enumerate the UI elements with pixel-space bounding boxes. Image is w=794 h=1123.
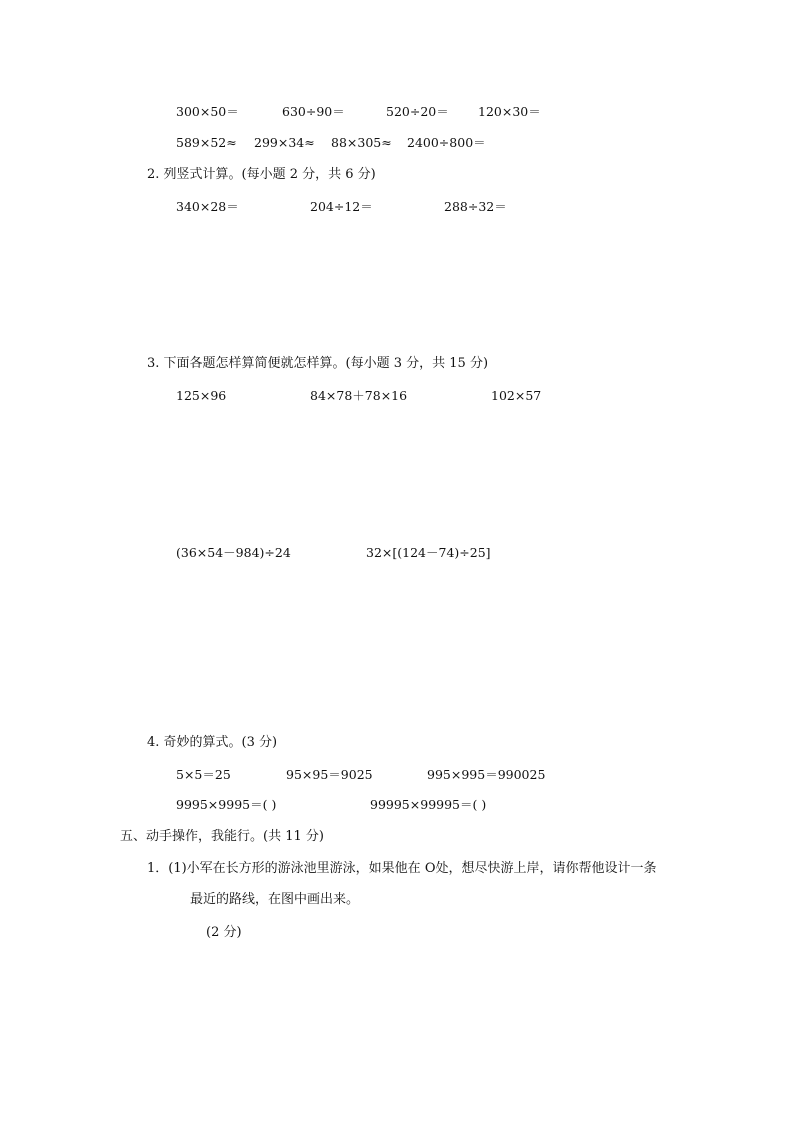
q2-item-1: 340×28＝ (176, 199, 239, 214)
q4-example-3: 995×995＝990025 (427, 767, 546, 782)
q4-fill-1: 9995×9995＝( ) (176, 797, 277, 812)
estimate-2: 299×34≈ (254, 135, 315, 150)
q3-item-1: 125×96 (176, 388, 227, 403)
oral-calc-1: 300×50＝ (176, 104, 239, 119)
q3-item-4: (36×54－984)÷24 (176, 545, 291, 560)
oral-calc-2: 630÷90＝ (282, 104, 345, 119)
estimate-4: 2400÷800＝ (407, 135, 486, 150)
oral-calc-4: 120×30＝ (478, 104, 541, 119)
q3-title: 3. 下面各题怎样算简便就怎样算。(每小题 3 分，共 15 分) (147, 356, 489, 371)
section5-q1-line1: 1．(1)小军在长方形的游泳池里游泳，如果他在 O处，想尽快游上岸，请你帮他设计一条 (147, 861, 657, 876)
q2-title: 2. 列竖式计算。(每小题 2 分，共 6 分) (147, 167, 376, 182)
q2-item-3: 288÷32＝ (444, 199, 507, 214)
q3-item-5: 32×[(124－74)÷25] (366, 545, 491, 560)
q4-example-1: 5×5＝25 (176, 767, 231, 782)
q4-example-2: 95×95＝9025 (286, 767, 373, 782)
estimate-1: 589×52≈ (176, 135, 237, 150)
section5-title: 五、动手操作，我能行。(共 11 分) (120, 829, 324, 844)
q3-item-2: 84×78＋78×16 (310, 388, 408, 403)
section5-q1-points: (2 分) (206, 925, 242, 940)
oral-calc-3: 520÷20＝ (386, 104, 449, 119)
q2-item-2: 204÷12＝ (310, 199, 373, 214)
q4-title: 4. 奇妙的算式。(3 分) (147, 735, 278, 750)
q4-fill-2: 99995×99995＝( ) (370, 797, 487, 812)
estimate-3: 88×305≈ (331, 135, 392, 150)
q3-item-3: 102×57 (491, 388, 542, 403)
section5-q1-line2: 最近的路线，在图中画出来。 (190, 892, 360, 907)
